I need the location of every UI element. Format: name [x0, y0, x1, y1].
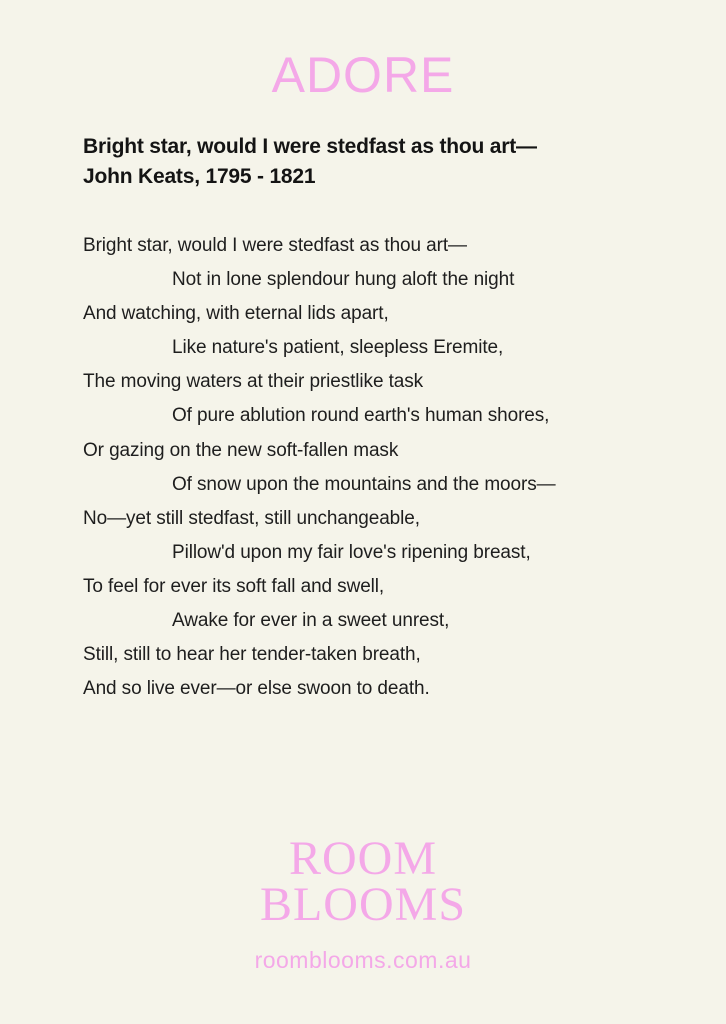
poem-title: Bright star, would I were stedfast as thou art—	[83, 135, 537, 158]
page-heading: ADORE	[271, 47, 455, 103]
poem-line: Of snow upon the mountains and the moors—	[172, 473, 556, 495]
poem-line: Awake for ever in a sweet unrest,	[172, 610, 450, 632]
poem-line: Like nature's patient, sleepless Eremite,	[172, 337, 504, 359]
poem-line: And so live ever—or else swoon to death.	[83, 678, 430, 700]
poem-line: Pillow'd upon my fair love's ripening breast,	[172, 541, 531, 563]
poem-line: The moving waters at their priestlike task	[83, 371, 424, 393]
poem-line: To feel for ever its soft fall and swell,	[83, 575, 385, 597]
poem-line: Not in lone splendour hung aloft the night	[172, 269, 515, 291]
logo-line-blooms: BLOOMS	[259, 878, 467, 931]
poem-line: No—yet still stedfast, still unchangeable,	[83, 507, 420, 529]
poem-body	[83, 229, 703, 706]
poem-author: John Keats, 1795 - 1821	[83, 165, 316, 188]
poem-line: And watching, with eternal lids apart,	[83, 303, 389, 325]
poem-header	[83, 132, 683, 192]
logo-line-room: ROOM	[288, 832, 438, 885]
poem-line: Or gazing on the new soft-fallen mask	[83, 439, 399, 461]
poem-line: Of pure ablution round earth's human shores,	[172, 405, 550, 427]
website-link[interactable]: roomblooms.com.au	[254, 947, 472, 973]
poem-line: Bright star, would I were stedfast as thou art—	[83, 235, 467, 256]
brand-logo	[0, 832, 726, 931]
poem-line: Still, still to hear her tender-taken breath,	[83, 644, 421, 666]
